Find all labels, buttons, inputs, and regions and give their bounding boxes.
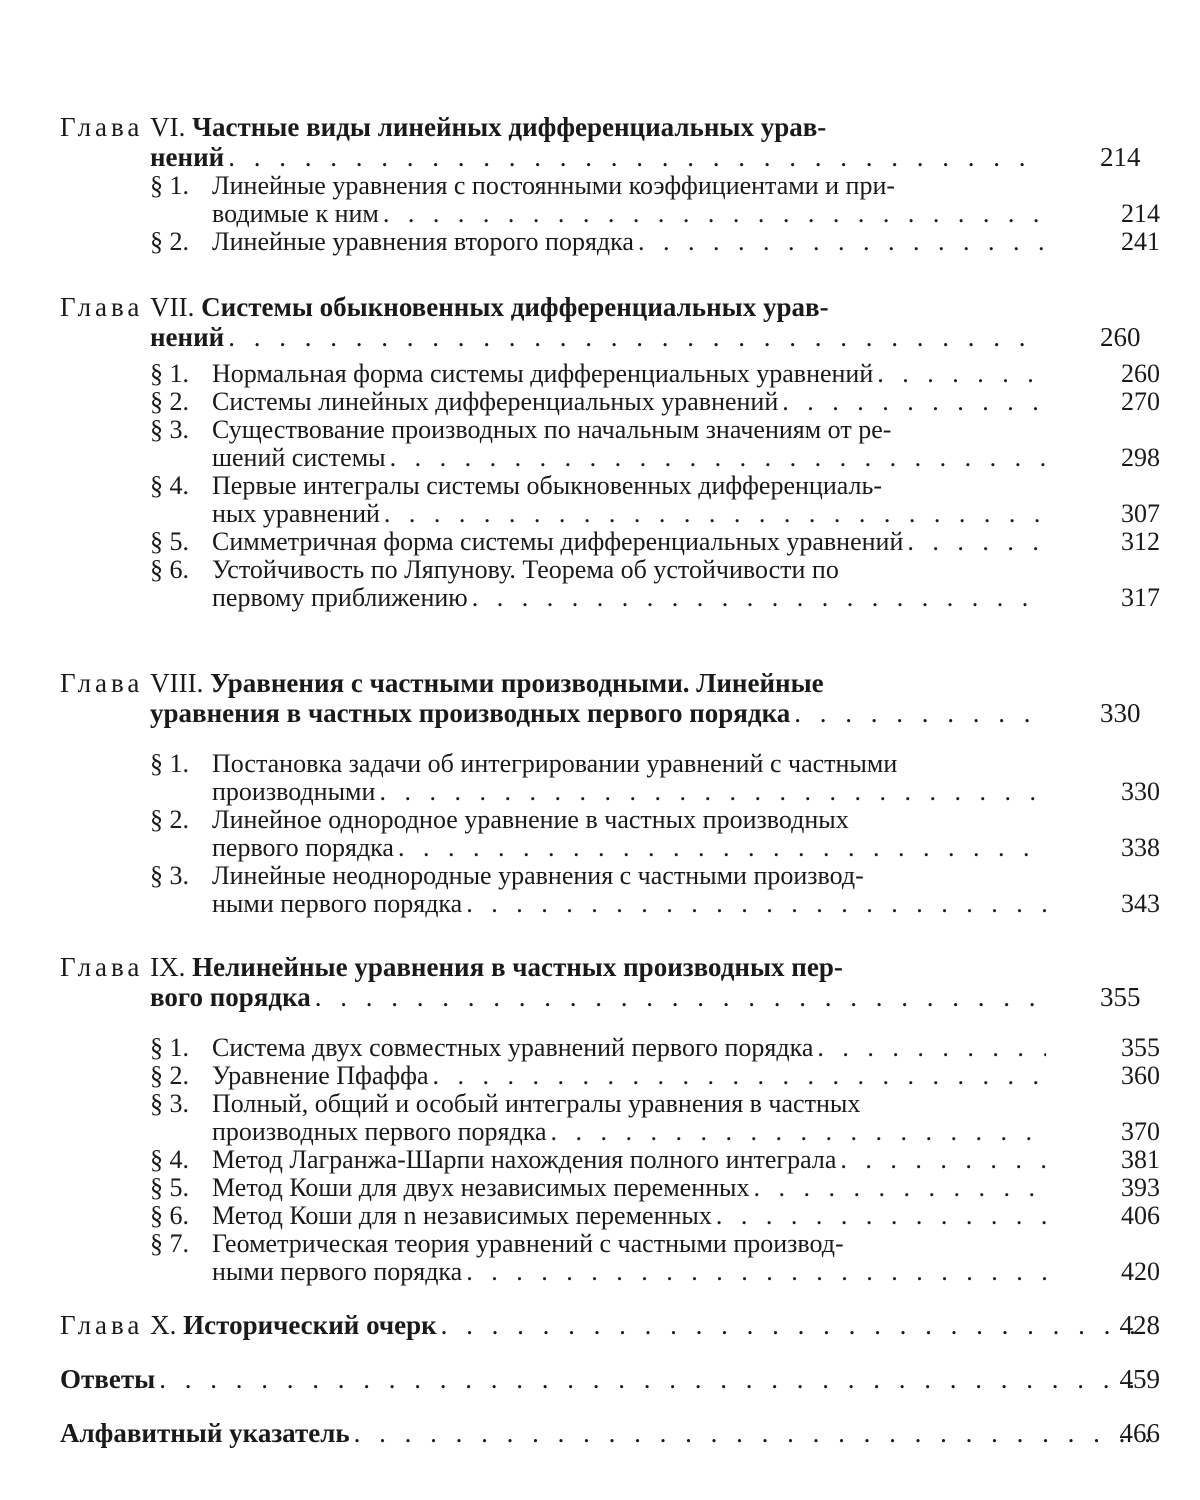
section-page: 338 — [1100, 834, 1160, 862]
section-title-line1: Метод Коши для n независимых переменных — [212, 1202, 712, 1230]
section-title-line1: Линейные уравнения с постоянными коэффициентами и при- — [150, 172, 1050, 200]
chapter-6-heading-cont — [60, 142, 1160, 172]
dot-leader — [379, 778, 1046, 806]
chapter-6 — [60, 112, 1160, 256]
section-number: § 1. — [150, 1034, 210, 1062]
chapter-6-title-line1: Частные виды линейных дифференциальных урав- — [192, 112, 826, 142]
section-page: 312 — [1100, 528, 1160, 556]
index-title: Алфавитный указатель — [60, 1418, 350, 1449]
chapter-7-title-line2: нений — [150, 322, 224, 352]
ch7-section-2 — [60, 388, 1160, 416]
ch7-section-6 — [60, 556, 1160, 612]
section-page: 214 — [1100, 200, 1160, 228]
dot-leader — [551, 1118, 1046, 1146]
section-page: 317 — [1100, 584, 1160, 612]
section-title-line1: Системы линейных дифференциальных уравнений — [212, 388, 778, 416]
dot-leader — [390, 444, 1046, 472]
section-title-line1: Линейное однородное уравнение в частных производных — [150, 806, 1050, 834]
section-title-line1: Полный, общий и особый интегралы уравнения в частных — [150, 1090, 1050, 1118]
chapter-6-number: VI. — [150, 112, 185, 142]
section-number: § 3. — [150, 416, 210, 444]
dot-leader — [159, 1364, 1156, 1395]
toc-page — [0, 0, 1200, 1500]
section-number: § 2. — [150, 388, 210, 416]
dot-leader — [877, 360, 1046, 388]
section-page: 381 — [1100, 1146, 1160, 1174]
section-number: § 1. — [150, 172, 210, 200]
chapter-10-word: Глава — [60, 1310, 143, 1340]
chapter-6-word: Глава — [60, 112, 143, 142]
section-title-line2: производных первого порядка — [212, 1118, 547, 1146]
section-title-line1: Первые интегралы системы обыкновенных дифференциаль- — [150, 472, 1050, 500]
chapter-8-number: VIII. — [150, 668, 203, 698]
chapter-10 — [60, 1310, 1160, 1341]
section-number: § 5. — [150, 528, 210, 556]
chapter-10-heading — [60, 1310, 437, 1341]
section-title-line1: Устойчивость по Ляпунову. Теорема об устойчивости по — [150, 556, 1050, 584]
chapter-8-heading — [60, 668, 1160, 698]
section-page: 360 — [1100, 1062, 1160, 1090]
section-number: § 1. — [150, 360, 210, 388]
section-number: § 2. — [150, 1062, 210, 1090]
chapter-10-number: X. — [150, 1310, 176, 1340]
section-title-line1: Постановка задачи об интегрировании уравнений с частными — [150, 750, 1050, 778]
dot-leader — [472, 584, 1046, 612]
chapter-10-title: Исторический очерк — [183, 1310, 437, 1340]
section-title-line2: ными первого порядка — [212, 1258, 462, 1286]
section-title-line1: Существование производных по начальным значениям от ре- — [150, 416, 1050, 444]
ch9-section-7 — [60, 1230, 1160, 1286]
chapter-6-page: 214 — [1100, 142, 1160, 172]
index-entry — [60, 1418, 1160, 1449]
dot-leader — [817, 1034, 1046, 1062]
section-number: § 2. — [150, 806, 210, 834]
ch8-section-3 — [60, 862, 1160, 918]
dot-leader — [228, 322, 1046, 352]
section-page: 343 — [1100, 890, 1160, 918]
section-page: 370 — [1100, 1118, 1160, 1146]
dot-leader — [794, 698, 1046, 728]
ch7-section-4 — [60, 472, 1160, 528]
dot-leader — [840, 1146, 1046, 1174]
section-number: § 2. — [150, 228, 210, 256]
answers-entry — [60, 1364, 1160, 1395]
dot-leader — [466, 890, 1046, 918]
section-number: § 7. — [150, 1230, 210, 1258]
section-page: 406 — [1100, 1202, 1160, 1230]
dot-leader — [466, 1258, 1046, 1286]
chapter-7-word: Глава — [60, 292, 143, 322]
chapter-6-title-line2: нений — [150, 142, 224, 172]
answers-page: 459 — [1100, 1364, 1160, 1395]
chapter-9-page: 355 — [1100, 982, 1160, 1012]
chapter-8-page: 330 — [1100, 698, 1160, 728]
section-title-line1: Система двух совместных уравнений первого порядка — [212, 1034, 813, 1062]
chapter-8 — [60, 668, 1160, 918]
dot-leader — [907, 528, 1046, 556]
dot-leader — [782, 388, 1046, 416]
chapter-10-page: 428 — [1100, 1310, 1160, 1341]
index-page: 466 — [1100, 1418, 1160, 1449]
section-number: § 5. — [150, 1174, 210, 1202]
chapter-9-heading-cont — [60, 982, 1160, 1012]
section-number: § 4. — [150, 472, 210, 500]
dot-leader — [638, 228, 1046, 256]
section-title-line1: Уравнение Пфаффа — [212, 1062, 429, 1090]
section-title-line1: Нормальная форма системы дифференциальных уравнений — [212, 360, 873, 388]
dot-leader — [754, 1174, 1046, 1202]
ch6-section-1 — [60, 172, 1160, 228]
chapter-7 — [60, 292, 1160, 612]
ch9-section-5 — [60, 1174, 1160, 1202]
section-title-line1: Метод Коши для двух независимых переменных — [212, 1174, 750, 1202]
chapter-9-title-line2: вого порядка — [150, 982, 311, 1012]
section-number: § 4. — [150, 1146, 210, 1174]
chapter-7-page: 260 — [1100, 322, 1160, 352]
chapter-7-title-line1: Системы обыкновенных дифференциальных урав- — [201, 292, 828, 322]
chapter-9-number: IX. — [150, 952, 185, 982]
section-title-line1: Симметричная форма системы дифференциальных уравнений — [212, 528, 903, 556]
section-page: 307 — [1100, 500, 1160, 528]
dot-leader — [398, 834, 1046, 862]
section-page: 260 — [1100, 360, 1160, 388]
ch7-section-5 — [60, 528, 1160, 556]
section-title-line2: первого порядка — [212, 834, 394, 862]
dot-leader — [433, 1062, 1046, 1090]
chapter-7-heading — [60, 292, 1160, 322]
ch7-section-1 — [60, 360, 1160, 388]
section-title-line1: Линейные уравнения второго порядка — [212, 228, 634, 256]
dot-leader — [354, 1418, 1156, 1449]
section-page: 355 — [1100, 1034, 1160, 1062]
section-title-line2: производными — [212, 778, 375, 806]
dot-leader — [441, 1310, 1156, 1341]
chapter-6-heading — [60, 112, 1160, 142]
dot-leader — [384, 500, 1046, 528]
section-title-line1: Геометрическая теория уравнений с частными производ- — [150, 1230, 1050, 1258]
section-number: § 6. — [150, 1202, 210, 1230]
ch8-section-1 — [60, 750, 1160, 806]
ch9-section-2 — [60, 1062, 1160, 1090]
section-title-line1: Линейные неоднородные уравнения с частными производ- — [150, 862, 1050, 890]
chapter-9-word: Глава — [60, 952, 143, 982]
section-number: § 3. — [150, 1090, 210, 1118]
dot-leader — [716, 1202, 1046, 1230]
answers-title: Ответы — [60, 1364, 155, 1395]
section-page: 241 — [1100, 228, 1160, 256]
section-page: 330 — [1100, 778, 1160, 806]
ch9-section-6 — [60, 1202, 1160, 1230]
section-page: 393 — [1100, 1174, 1160, 1202]
section-title-line2: водимые к ним — [212, 200, 379, 228]
section-number: § 6. — [150, 556, 210, 584]
chapter-7-heading-cont — [60, 322, 1160, 352]
section-page: 420 — [1100, 1258, 1160, 1286]
dot-leader — [228, 142, 1046, 172]
section-title-line1: Метод Лагранжа-Шарпи нахождения полного интеграла — [212, 1146, 836, 1174]
chapter-8-heading-cont — [60, 698, 1160, 728]
ch7-section-3 — [60, 416, 1160, 472]
section-page: 298 — [1100, 444, 1160, 472]
chapter-9-title-line1: Нелинейные уравнения в частных производных пер- — [192, 952, 843, 982]
ch9-section-3 — [60, 1090, 1160, 1146]
chapter-8-title-line1: Уравнения с частными производными. Линейные — [210, 668, 824, 698]
chapter-9 — [60, 952, 1160, 1286]
chapter-8-title-line2: уравнения в частных производных первого порядка — [150, 698, 790, 728]
ch6-section-2 — [60, 228, 1160, 256]
section-title-line2: ных уравнений — [212, 500, 380, 528]
section-number: § 3. — [150, 862, 210, 890]
ch8-section-2 — [60, 806, 1160, 862]
chapter-7-number: VII. — [150, 292, 194, 322]
chapter-8-word: Глава — [60, 668, 143, 698]
ch9-section-1 — [60, 1034, 1160, 1062]
section-title-line2: первому приближению — [212, 584, 468, 612]
ch9-section-4 — [60, 1146, 1160, 1174]
section-number: § 1. — [150, 750, 210, 778]
section-title-line2: шений системы — [212, 444, 386, 472]
dot-leader — [315, 982, 1046, 1012]
chapter-9-heading — [60, 952, 1160, 982]
section-title-line2: ными первого порядка — [212, 890, 462, 918]
section-page: 270 — [1100, 388, 1160, 416]
dot-leader — [383, 200, 1046, 228]
